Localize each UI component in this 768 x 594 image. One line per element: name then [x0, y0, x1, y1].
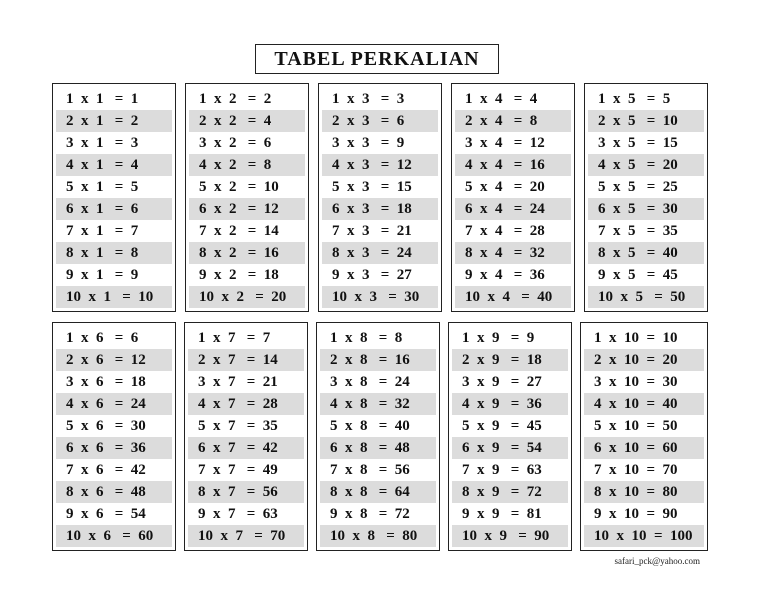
- table-row: 1 x 1 = 1: [66, 90, 139, 107]
- table-row: 4 x 2 = 8: [189, 154, 305, 176]
- tables-row-bottom: [52, 322, 708, 551]
- table-row: 8 x 5 = 40: [588, 242, 704, 264]
- table-row: 6 x 8 = 48: [320, 437, 436, 459]
- table-row: 1 x 8 = 8: [330, 329, 403, 346]
- table-row: 3 x 8 = 24: [330, 373, 410, 390]
- table-row: 5 x 10 = 50: [594, 417, 678, 434]
- table-row: 9 x 10 = 90: [594, 505, 678, 522]
- table-row: 8 x 10 = 80: [584, 481, 704, 503]
- table-row: 10 x 1 = 10: [56, 286, 172, 308]
- table-row: 5 x 5 = 25: [598, 178, 678, 195]
- table-row: 10 x 3 = 30: [322, 286, 438, 308]
- table-row: 3 x 4 = 12: [465, 134, 545, 151]
- table-row: 7 x 1 = 7: [66, 222, 139, 239]
- table-row: 5 x 1 = 5: [66, 178, 139, 195]
- table-row: 8 x 7 = 56: [188, 481, 304, 503]
- table-row: 7 x 3 = 21: [332, 222, 412, 239]
- table-row: 2 x 1 = 2: [56, 110, 172, 132]
- table-row: 9 x 2 = 18: [199, 266, 279, 283]
- times-table-10: [580, 322, 708, 551]
- table-row: 7 x 5 = 35: [598, 222, 678, 239]
- table-row: 4 x 6 = 24: [56, 393, 172, 415]
- table-row: 1 x 2 = 2: [199, 90, 272, 107]
- table-row: 8 x 4 = 32: [455, 242, 571, 264]
- table-row: 6 x 9 = 54: [452, 437, 568, 459]
- table-row: 5 x 7 = 35: [198, 417, 278, 434]
- table-row: 9 x 7 = 63: [198, 505, 278, 522]
- table-row: 9 x 8 = 72: [330, 505, 410, 522]
- table-row: 2 x 7 = 14: [188, 349, 304, 371]
- table-row: 2 x 2 = 4: [189, 110, 305, 132]
- table-row: 3 x 7 = 21: [198, 373, 278, 390]
- table-row: 3 x 6 = 18: [66, 373, 146, 390]
- table-row: 10 x 9 = 90: [452, 525, 568, 547]
- times-table-8: [316, 322, 440, 551]
- table-row: 6 x 5 = 30: [588, 198, 704, 220]
- times-table-2: [185, 83, 309, 312]
- table-row: 9 x 5 = 45: [598, 266, 678, 283]
- times-table-7: [184, 322, 308, 551]
- table-row: 5 x 4 = 20: [465, 178, 545, 195]
- times-table-9: [448, 322, 572, 551]
- table-row: 2 x 9 = 18: [452, 349, 568, 371]
- table-row: 10 x 10 = 100: [584, 525, 704, 547]
- footer-email: safari_pck@yahoo.com: [614, 556, 700, 566]
- table-row: 2 x 4 = 8: [455, 110, 571, 132]
- table-row: 6 x 4 = 24: [455, 198, 571, 220]
- table-row: 1 x 6 = 6: [66, 329, 139, 346]
- table-row: 1 x 7 = 7: [198, 329, 271, 346]
- table-row: 9 x 4 = 36: [465, 266, 545, 283]
- table-row: 9 x 6 = 54: [66, 505, 146, 522]
- times-table-4: [451, 83, 575, 312]
- table-row: 1 x 5 = 5: [598, 90, 671, 107]
- table-row: 4 x 4 = 16: [455, 154, 571, 176]
- table-row: 7 x 4 = 28: [465, 222, 545, 239]
- table-row: 5 x 3 = 15: [332, 178, 412, 195]
- table-row: 6 x 2 = 12: [189, 198, 305, 220]
- table-row: 6 x 1 = 6: [56, 198, 172, 220]
- table-row: 10 x 7 = 70: [188, 525, 304, 547]
- table-row: 10 x 2 = 20: [189, 286, 305, 308]
- table-row: 4 x 3 = 12: [322, 154, 438, 176]
- table-row: 5 x 2 = 10: [199, 178, 279, 195]
- table-row: 1 x 4 = 4: [465, 90, 538, 107]
- table-row: 2 x 10 = 20: [584, 349, 704, 371]
- table-row: 6 x 7 = 42: [188, 437, 304, 459]
- table-row: 3 x 9 = 27: [462, 373, 542, 390]
- times-table-1: [52, 83, 176, 312]
- table-row: 7 x 8 = 56: [330, 461, 410, 478]
- table-row: 7 x 10 = 70: [594, 461, 678, 478]
- table-row: 8 x 1 = 8: [56, 242, 172, 264]
- table-row: 10 x 8 = 80: [320, 525, 436, 547]
- table-row: 3 x 1 = 3: [66, 134, 139, 151]
- multiplication-grid: [52, 83, 708, 561]
- table-row: 1 x 9 = 9: [462, 329, 535, 346]
- table-row: 10 x 5 = 50: [588, 286, 704, 308]
- table-row: 2 x 8 = 16: [320, 349, 436, 371]
- table-row: 10 x 4 = 40: [455, 286, 571, 308]
- table-row: 5 x 8 = 40: [330, 417, 410, 434]
- table-row: 4 x 7 = 28: [188, 393, 304, 415]
- table-row: 10 x 6 = 60: [56, 525, 172, 547]
- tables-row-top: [52, 83, 708, 312]
- table-row: 4 x 8 = 32: [320, 393, 436, 415]
- table-row: 9 x 1 = 9: [66, 266, 139, 283]
- table-row: 3 x 10 = 30: [594, 373, 678, 390]
- times-table-6: [52, 322, 176, 551]
- table-row: 9 x 3 = 27: [332, 266, 412, 283]
- table-row: 7 x 9 = 63: [462, 461, 542, 478]
- table-row: 8 x 3 = 24: [322, 242, 438, 264]
- page-title: TABEL PERKALIAN: [255, 44, 499, 74]
- table-row: 7 x 6 = 42: [66, 461, 146, 478]
- table-row: 6 x 3 = 18: [322, 198, 438, 220]
- table-row: 2 x 6 = 12: [56, 349, 172, 371]
- table-row: 5 x 6 = 30: [66, 417, 146, 434]
- table-row: 4 x 9 = 36: [452, 393, 568, 415]
- table-row: 8 x 6 = 48: [56, 481, 172, 503]
- table-row: 3 x 5 = 15: [598, 134, 678, 151]
- table-row: 1 x 3 = 3: [332, 90, 405, 107]
- table-row: 8 x 9 = 72: [452, 481, 568, 503]
- table-row: 8 x 2 = 16: [189, 242, 305, 264]
- table-row: 5 x 9 = 45: [462, 417, 542, 434]
- table-row: 9 x 9 = 81: [462, 505, 542, 522]
- table-row: 2 x 5 = 10: [588, 110, 704, 132]
- table-row: 2 x 3 = 6: [322, 110, 438, 132]
- table-row: 7 x 7 = 49: [198, 461, 278, 478]
- table-row: 7 x 2 = 14: [199, 222, 279, 239]
- table-row: 3 x 3 = 9: [332, 134, 405, 151]
- table-row: 4 x 1 = 4: [56, 154, 172, 176]
- table-row: 1 x 10 = 10: [594, 329, 678, 346]
- table-row: 4 x 10 = 40: [584, 393, 704, 415]
- table-row: 6 x 10 = 60: [584, 437, 704, 459]
- times-table-3: [318, 83, 442, 312]
- table-row: 4 x 5 = 20: [588, 154, 704, 176]
- times-table-5: [584, 83, 708, 312]
- table-row: 3 x 2 = 6: [199, 134, 272, 151]
- table-row: 6 x 6 = 36: [56, 437, 172, 459]
- table-row: 8 x 8 = 64: [320, 481, 436, 503]
